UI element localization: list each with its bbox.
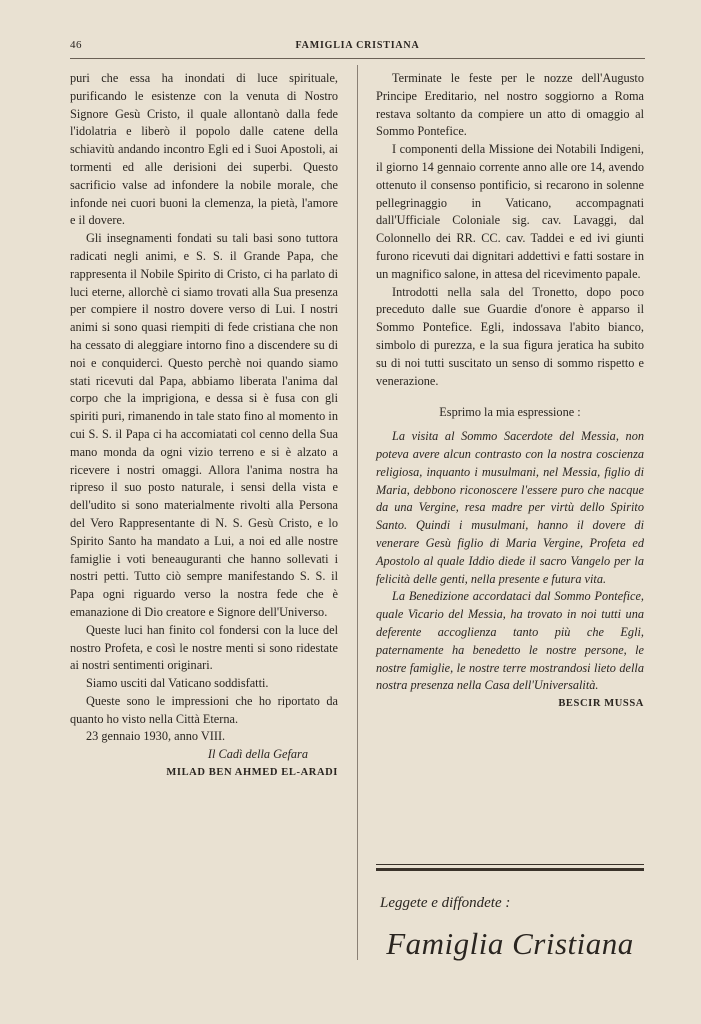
promo-rule-thick bbox=[376, 868, 644, 871]
page-number: 46 bbox=[70, 39, 82, 51]
promo-line: Leggete e diffondete : bbox=[380, 895, 511, 911]
quote-block bbox=[376, 428, 644, 695]
right-paragraph-1: Terminate le feste per le nozze dell'Augusto Principe Ereditario, nel nostro soggiorno a Roma restava soltanto da compiere un atto di omaggio al Sommo Pontefice. bbox=[376, 71, 644, 139]
intro-line: Esprimo la mia espressione : bbox=[439, 405, 581, 420]
right-paragraph-2: I componenti della Missione dei Notabili Indigeni, il giorno 14 gennaio corrente anno alle ore 14, avendo ottenuto il consenso pontificio, si recarono in solenne pellegrinaggio in Vaticano, accompagnati dall'Ufficiale Coloniale sig. cav. Lavaggi, dal Colonnello dei RR. CC. cav. Taddei e ed ivi giunti furono ricevuti dai dignitari addettivi e fatti sostare in un magnifico salone, in attesa del ricevimento papale. bbox=[376, 142, 644, 281]
right-column bbox=[376, 70, 644, 713]
left-paragraph-1: puri che essa ha inondati di luce spirituale, purificando le esistenze con la venuta di Nostro Signore Gesù Cristo, il quale allontanò dalla fede l'idolatria e liberò il popolo dalle catene della schiavitù andando incontro Egli ed i Suoi Apostoli, ai tormenti ed alle derisioni dei superbi. Questo sacrificio valse ad infondere la nobile morale, che infonde nei cuori buoni la clemenza, la pietà, l'amore e il dovere. bbox=[70, 71, 338, 228]
date-line: 23 gennaio 1930, anno VIII. bbox=[86, 729, 226, 744]
left-paragraph-2: Gli insegnamenti fondati su tali basi sono tuttora radicati negli animi, e S. S. il Grande Papa, che rappresenta il Nobile Spirito di Cristo, ci ha parlato di luci eterne, allorchè ci siamo trovati alla Sua presenza per compiere il nostro dovere verso di Lui. I nostri animi si sono quasi riempiti di fede cristiana che non ha cessato di aleggiare intorno fino a discendere su di noi e conquiderci. Questo perchè noi quando siamo stati ricevuti dal Papa, abbiamo liberata l'anima dal corpo che la imprigiona, e dessa si è fusa con gli spiriti puri, rimanendo in tale stato fino al momento in cui S. S. il Papa ci ha accomiatati col cenno della Sua mano monda da ogni vizio terreno e si è alzato a ricevere i nostri omaggi. Allora l'anima nostra ha ripreso il suo posto naturale, i sensi della vista e dell'udito si sono materialmente rivolti alla Persona del Vero Rappresentante di N. S. Gesù Cristo, e lo Spirito Santo ha mandato a Lui, a noi ed alle nostre famiglie i voti beneauguranti che hanno sollevati i nostri petti. Tutto ciò sempre manifestando S. S. il Papa ogni riguardo verso la nostra fede che è emanazione di Dio creatore e Signore dell'Universo. bbox=[70, 231, 338, 619]
signature-role: Il Cadì della Gefara bbox=[207, 747, 308, 762]
left-column bbox=[70, 70, 338, 782]
left-paragraph-4: Siamo usciti dal Vaticano soddisfatti. bbox=[86, 676, 269, 691]
column-divider bbox=[357, 65, 358, 960]
promo-rule-thin bbox=[376, 864, 644, 865]
right-paragraph-3: Introdotti nella sala del Tronetto, dopo poco preceduto dalle sue Guardie d'onore è apparso il Sommo Pontefice. Egli, indossava l'abito bianco, simbolo di purezza, e la sua figura jeratica ha subito su di noi tutti suscitato un senso di sommo rispetto e venerazione. bbox=[376, 284, 644, 388]
left-paragraph-5: Queste sono le impressioni che ho riportato da quanto ho visto nella Città Eterna. bbox=[70, 693, 338, 726]
left-paragraph-3: Queste luci han finito col fondersi con la luce del nostro Profeta, e così le nostre menti si sono ridestate ai nostri sentimenti originari. bbox=[70, 622, 338, 673]
signature-name: MILAD BEN AHMED EL-ARADI bbox=[166, 767, 338, 779]
promo-box bbox=[376, 864, 644, 962]
page-header bbox=[70, 37, 645, 55]
author-name: BESCIR MUSSA bbox=[558, 698, 644, 710]
quote-paragraph-1: La visita al Sommo Sacerdote del Messia, non poteva avere alcun contrasto con la nostra coscienza religiosa, inquanto i musulmani, nel Messia, figlio di Maria, debbono riconoscere l'essere puro che nacque da una Vergine, resa madre per virtù dello Spirito Santo. Quindi i musulmani, hanno il dovere di venerare Gesù figlio di Maria Vergine, Profeta ed Apostolo al quale Iddio diede il sacro Vangelo per la felicità delle genti, nella presente e futura vita. bbox=[376, 429, 644, 586]
promo-title: Famiglia Cristiana bbox=[386, 926, 634, 961]
header-rule bbox=[70, 58, 645, 59]
running-title: FAMIGLIA CRISTIANA bbox=[295, 40, 420, 51]
quote-paragraph-2: La Benedizione accordataci dal Sommo Pontefice, quale Vicario del Messia, ha trovato in noi tutti una deferente accoglienza tanto più che Egli, paternamente ha benedetto le nostre persone, le nostre famiglie, le nostre terre mostrandosi lieto della nostra presenza nella Casa dell'Universalità. bbox=[376, 589, 644, 693]
